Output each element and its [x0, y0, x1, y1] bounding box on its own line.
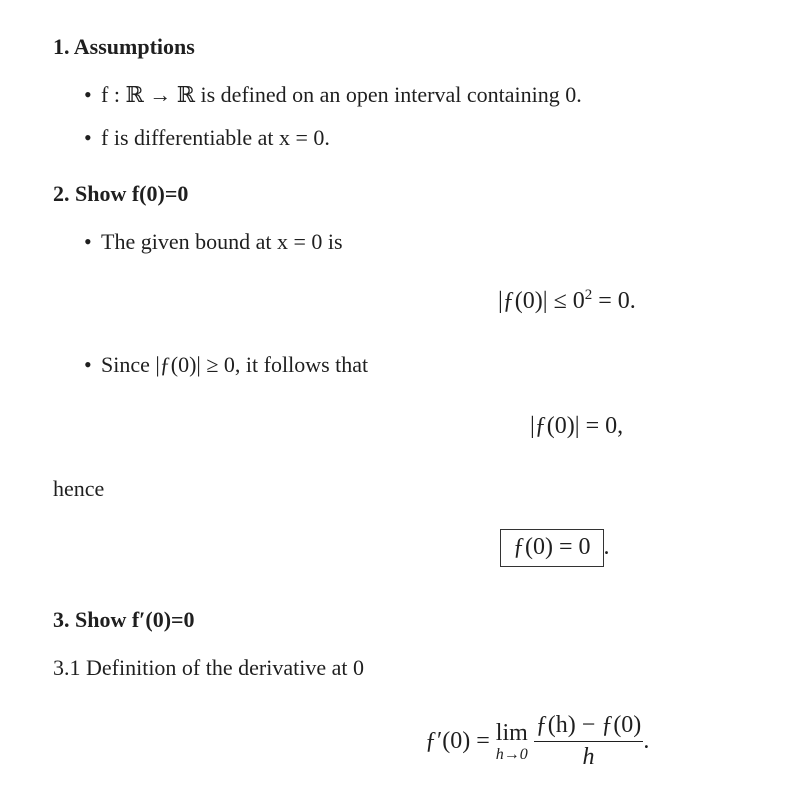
list-item-text: Since |ƒ(0)| ≥ 0, it follows that — [101, 352, 369, 377]
list-item — [84, 229, 343, 255]
list-item-text: f : ℝ → ℝ is defined on an open interval containing 0. — [101, 82, 582, 107]
equation-derivative-definition: ƒ′(0) = lim h→0 $\frac{ƒ(h) - ƒ(0)}{h}$ . — [425, 712, 650, 770]
list-item-text: f is differentiable at x = 0. — [101, 125, 330, 150]
list-item-text: The given bound at x = 0 is — [101, 229, 343, 254]
equation-abs-zero: |ƒ(0)| = 0, — [530, 413, 624, 439]
bullet-icon: • — [84, 229, 92, 254]
list-item — [84, 82, 582, 108]
section-heading-assumptions: 1. Assumptions — [53, 34, 195, 59]
difference-quotient: $\frac{ƒ(h) - ƒ(0)}{h}$ — [535, 712, 642, 770]
list-item — [84, 352, 368, 378]
equation-boxed-result: ƒ(0) = 0 . — [500, 534, 610, 561]
bullet-icon: • — [84, 352, 92, 377]
bullet-icon: • — [84, 125, 92, 150]
equation-bound: |ƒ(0)| ≤ $0^2 = 0$. — [498, 287, 636, 314]
boxed-result: ƒ(0) = 0 — [500, 529, 604, 567]
paragraph-hence: hence — [53, 476, 105, 501]
list-item — [84, 125, 330, 151]
section-heading-show-fprime0: 3. Show f′(0)=0 — [53, 607, 195, 632]
bullet-icon: • — [84, 82, 92, 107]
section-heading-show-f0: 2. Show f(0)=0 — [53, 181, 189, 206]
subsection-heading: 3.1 Definition of the derivative at 0 — [53, 655, 364, 680]
limit-operator: lim h→0 — [495, 719, 528, 763]
